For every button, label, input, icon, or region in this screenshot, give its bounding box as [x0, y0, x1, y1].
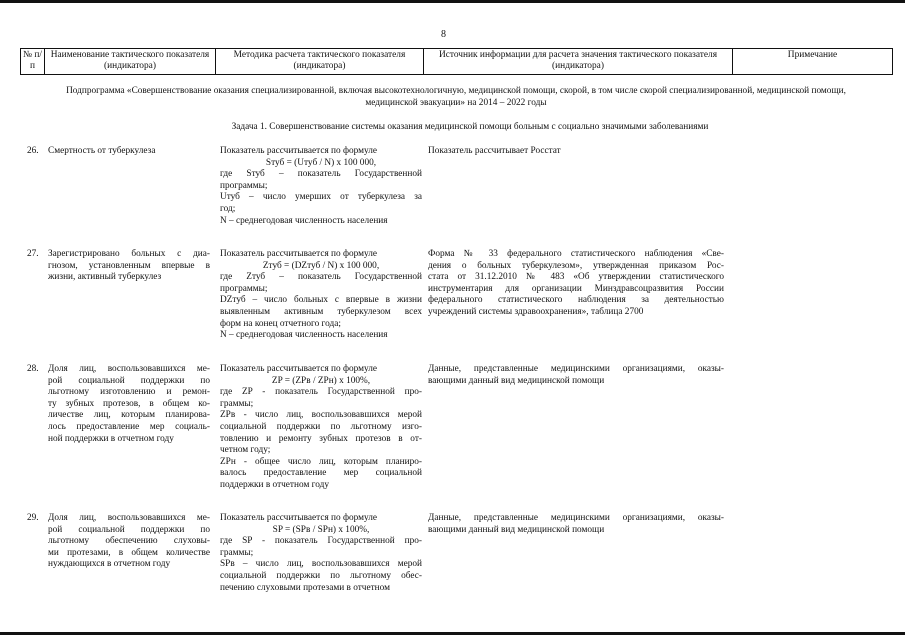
header-col-source: Источник информации для расчета значения тактического показателя (индикатора) [424, 49, 733, 75]
method-line: социальной поддержки по льготному обес- [220, 570, 422, 581]
method-line: где SP - показатель Государственной про- [220, 536, 422, 547]
calculation-method [220, 513, 422, 594]
name-line: гнозом, установленным впервые в [48, 260, 210, 271]
method-line: Показатель рассчитывается по формуле [220, 146, 378, 156]
name-line: Доля лиц, воспользовавшихся ме- [48, 513, 210, 523]
method-line: ZPн - общее число лиц, которым планиро- [220, 456, 422, 467]
information-source [428, 146, 724, 158]
calculation-method [220, 249, 422, 342]
name-line: Зарегистрировано больных с диа- [48, 249, 210, 259]
row-number: 29. [27, 513, 39, 523]
method-line: поддержки в отчетном году [220, 479, 329, 490]
method-line: форм на конец отчетного года; [220, 318, 341, 329]
method-line: товлению и ремонту зубных протезов в от- [220, 433, 422, 444]
calculation-method [220, 146, 422, 227]
name-line: рой социальной поддержки по [48, 524, 210, 535]
indicator-name [48, 146, 210, 158]
subprogram-title: Подпрограмма «Совершенствование оказания специализированной, включая высокотехнологичную, медицинской помощи, скорой, в том числе скорой специализированной, медицинской помощи, медицинской эвакуации» на 2014 – 2022 годы [66, 86, 846, 108]
information-source [428, 249, 724, 319]
method-line: SPв – число лиц, воспользовавшихся мерой [220, 559, 422, 570]
task-title: Задача 1. Совершенствование системы оказания медицинской помощи больным с социально значимыми заболеваниями [231, 122, 709, 132]
source-line: Форма № 33 федерального статистического наблюдения «Све- [428, 249, 724, 259]
source-line: Показатель рассчитывает Росстат [428, 146, 561, 156]
method-line: печению слуховыми протезами в отчетном [220, 582, 390, 593]
method-line: N – среднегодовая численность населения [220, 330, 388, 341]
method-line: граммы; [220, 547, 254, 558]
name-line: лось предоставление мер социаль- [48, 421, 210, 432]
information-source [428, 513, 724, 536]
name-line: жизни, активный туберкулез [48, 272, 162, 283]
bottom-border-rule [0, 632, 905, 635]
name-line: льготному изготовлению и ремон- [48, 387, 210, 398]
method-line: Показатель рассчитывается по формуле [220, 249, 378, 259]
name-line: ту зубных протезов, в общем ко- [48, 398, 210, 409]
method-line: где ZP - показатель Государственной про- [220, 387, 422, 398]
method-line: выявленным активным туберкулезом всех [220, 306, 422, 317]
method-line: Uтуб – число умерших от туберкулеза за [220, 192, 422, 203]
method-line: четном году; [220, 445, 271, 456]
top-border-rule [0, 0, 905, 3]
method-line: валось предоставление мер социальной [220, 468, 422, 479]
indicator-name [48, 364, 210, 445]
header-col-method: Методика расчета тактического показателя (индикатора) [216, 49, 424, 75]
source-line: Данные, представленные медицинскими организациями, оказы- [428, 513, 724, 523]
method-line: DZтуб – число больных с впервые в жизни [220, 295, 422, 306]
source-line: инструментария для организации Минздравсоцразвития России [428, 283, 724, 294]
calculation-method [220, 364, 422, 492]
source-line: дения о больных туберкулезом», утвержденная приказом Рос- [428, 260, 724, 271]
table-header-row [21, 49, 893, 75]
method-line: Sтуб = (Uтуб / N) x 100 000, [265, 157, 377, 168]
source-line: вающими данный вид медицинской помощи [428, 375, 605, 386]
source-line: федерального статистического наблюдения за деятельностью [428, 295, 724, 306]
name-line: личестве лиц, которым планирова- [48, 410, 210, 421]
indicator-name [48, 249, 210, 284]
source-line: вающими данный вид медицинской помощи [428, 524, 605, 535]
name-line: Смертность от туберкулеза [48, 146, 156, 156]
method-line: Показатель рассчитывается по формуле [220, 364, 378, 374]
table-header [20, 48, 893, 75]
method-line: где Zтуб – показатель Государственной [220, 272, 422, 283]
method-line: SP = (SPв / SPн) x 100%, [272, 524, 370, 535]
information-source [428, 364, 724, 387]
header-col-num: № п/п [21, 49, 45, 75]
row-number: 28. [27, 364, 39, 374]
method-line: программы; [220, 283, 268, 294]
indicator-name [48, 513, 210, 571]
name-line: ми протезами, в общем количестве [48, 547, 210, 558]
source-line: Данные, представленные медицинскими организациями, оказы- [428, 364, 724, 374]
method-line: где Sтуб – показатель Государственной [220, 169, 422, 180]
method-line: Zтуб = (DZтуб / N) x 100 000, [262, 260, 380, 271]
method-line: Показатель рассчитывается по формуле [220, 513, 378, 523]
method-line: ZPв - число лиц, воспользовавшихся мерой [220, 410, 422, 421]
name-line: льготному обеспечению слуховы- [48, 536, 210, 547]
method-line: программы; [220, 180, 268, 191]
header-col-note: Примечание [733, 49, 893, 75]
method-line: граммы; [220, 398, 254, 409]
name-line: Доля лиц, воспользовавшихся ме- [48, 364, 210, 374]
method-line: год; [220, 203, 236, 214]
source-line: стата от 31.12.2010 № 483 «Об утверждении статистического [428, 272, 724, 283]
name-line: нуждающихся в отчетном году [48, 559, 171, 570]
row-number: 27. [27, 249, 39, 259]
name-line: ной поддержки в отчетном году [48, 433, 174, 444]
method-line: ZP = (ZPв / ZPн) x 100%, [271, 375, 371, 386]
name-line: рой социальной поддержки по [48, 375, 210, 386]
method-line: социальной поддержки по льготному изго- [220, 421, 422, 432]
row-number: 26. [27, 146, 39, 156]
method-line: N – среднегодовая численность населения [220, 215, 388, 226]
page-number: 8 [441, 29, 446, 40]
header-col-name: Наименование тактического показателя (индикатора) [45, 49, 216, 75]
source-line: учреждений системы здравоохранения», таблица 2700 [428, 306, 644, 317]
